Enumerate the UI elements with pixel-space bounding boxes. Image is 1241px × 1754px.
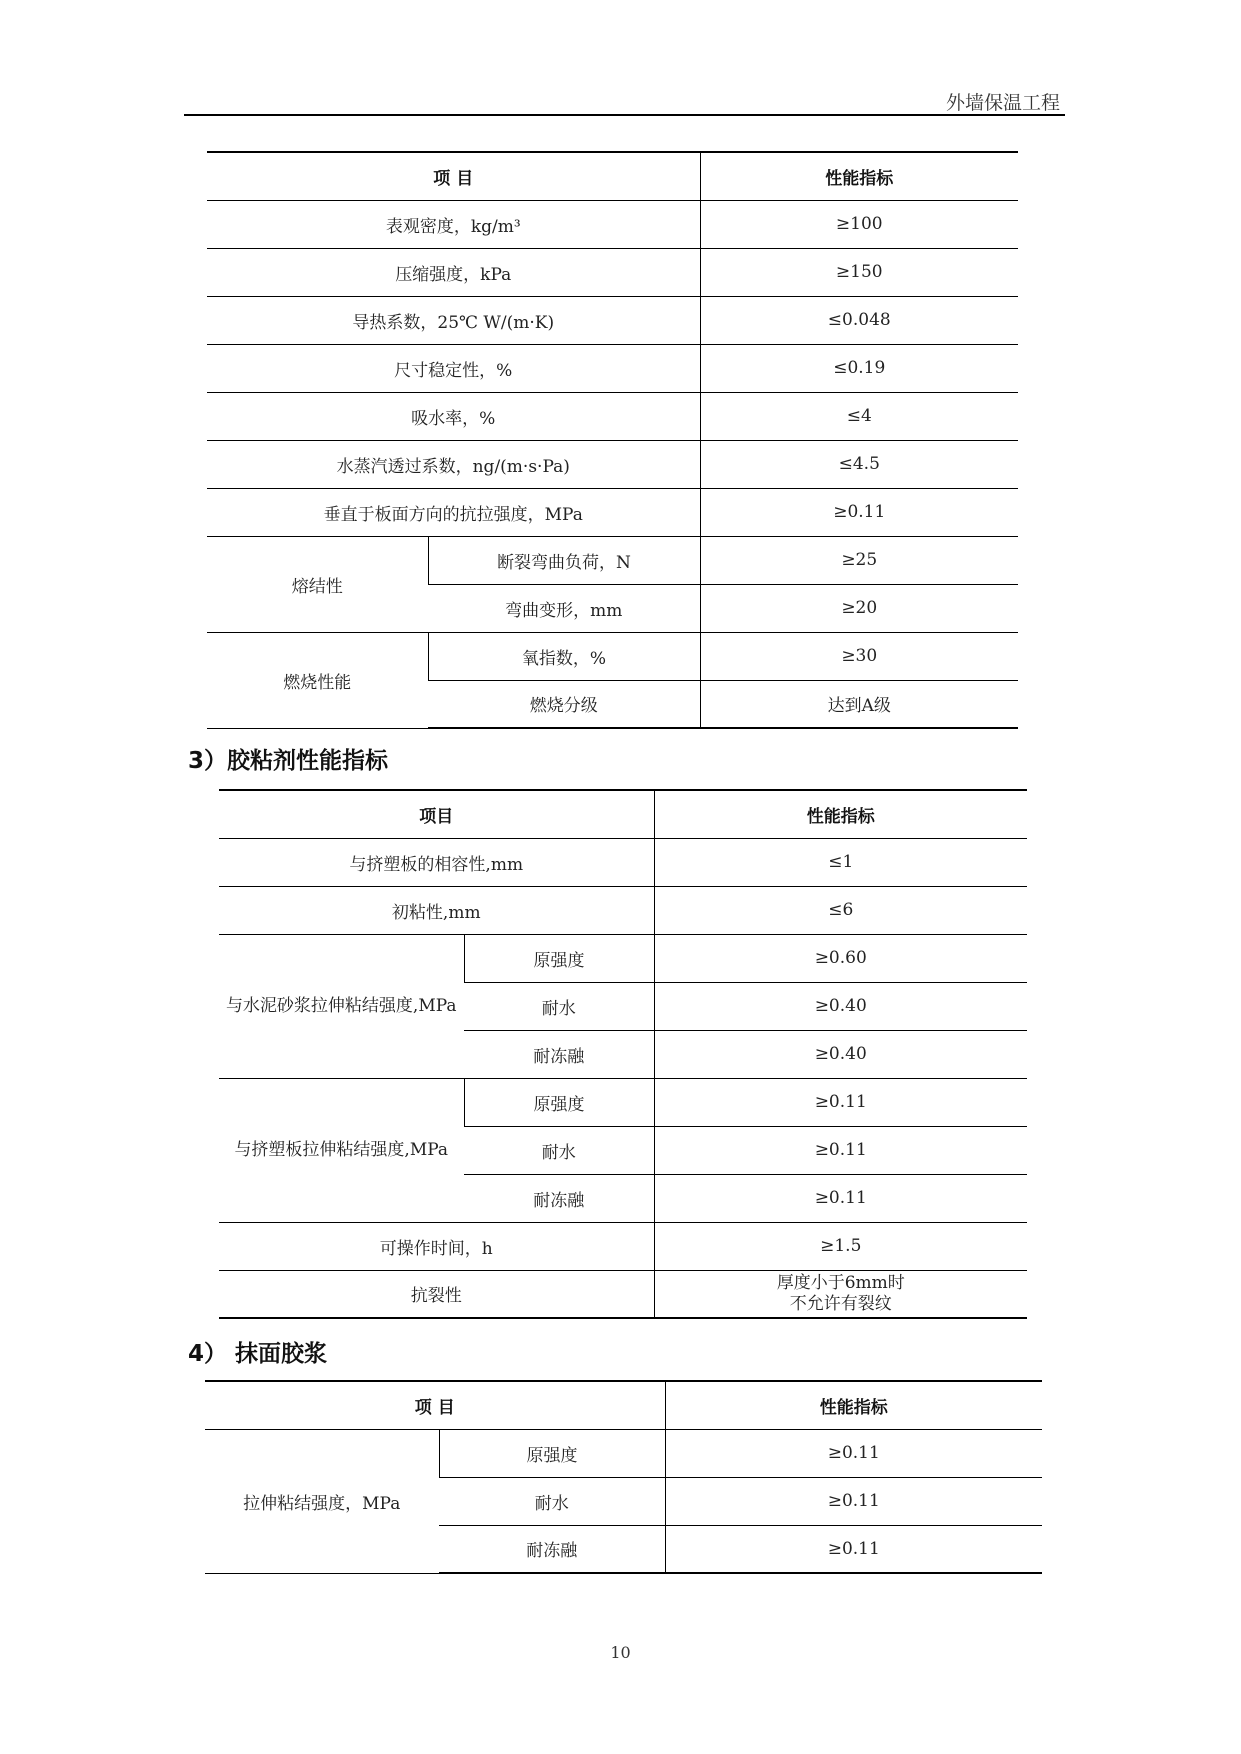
table-row	[219, 1270, 1027, 1318]
row-value: ≤0.19	[700, 344, 1018, 392]
row-label: 可操作时间，h	[219, 1222, 654, 1270]
sub-row-label: 弯曲变形，mm	[428, 584, 700, 632]
row-value: ≥0.60	[654, 934, 1027, 982]
table-row	[219, 838, 1027, 886]
row-value: ≥0.40	[654, 982, 1027, 1030]
sub-row-label: 原强度	[439, 1429, 665, 1477]
row-label: 水蒸汽透过系数，ng/(m·s·Pa)	[207, 440, 700, 488]
row-value: ≥0.40	[654, 1030, 1027, 1078]
table-header-row	[205, 1381, 1042, 1429]
sub-row-label: 断裂弯曲负荷，N	[428, 536, 700, 584]
section-heading: 3）胶粘剂性能指标	[188, 748, 389, 774]
running-header-title: 外墙保温工程	[945, 92, 1060, 114]
sub-row-label: 原强度	[464, 1078, 654, 1126]
group-label: 拉伸粘结强度，MPa	[205, 1429, 439, 1573]
row-value: 达到A级	[700, 680, 1018, 728]
row-label: 抗裂性	[219, 1270, 654, 1318]
sub-row-label: 耐冻融	[439, 1525, 665, 1573]
row-value: ≥0.11	[700, 488, 1018, 536]
table-row	[207, 344, 1018, 392]
value-line: 厚度小于6mm时	[776, 1272, 905, 1293]
table-row	[219, 1222, 1027, 1270]
row-label: 导热系数，25℃ W/(m·K)	[207, 296, 700, 344]
performance-table-3	[205, 1380, 1042, 1574]
performance-table-2	[219, 789, 1027, 1319]
page-number: 10	[610, 1643, 631, 1662]
table-row	[219, 934, 1027, 982]
row-value: ≥1.5	[654, 1222, 1027, 1270]
header-cell-item: 项 目	[205, 1381, 665, 1429]
header-cell-value: 性能指标	[654, 790, 1027, 838]
group-label: 与挤塑板拉伸粘结强度,MPa	[219, 1078, 464, 1222]
value-line: 不允许有裂纹	[789, 1293, 892, 1314]
row-value: ≤4	[700, 392, 1018, 440]
row-value: ≤1	[654, 838, 1027, 886]
row-label: 与挤塑板的相容性,mm	[219, 838, 654, 886]
row-label: 垂直于板面方向的抗拉强度，MPa	[207, 488, 700, 536]
header-rule	[184, 114, 1065, 116]
row-value: ≥0.11	[654, 1174, 1027, 1222]
row-value: ≥0.11	[665, 1525, 1042, 1573]
row-value: ≥100	[700, 200, 1018, 248]
table-row	[207, 488, 1018, 536]
sub-row-label: 氧指数，%	[428, 632, 700, 680]
header-cell-value: 性能指标	[665, 1381, 1042, 1429]
row-value: ≥0.11	[665, 1429, 1042, 1477]
row-label: 尺寸稳定性，%	[207, 344, 700, 392]
table-row	[207, 200, 1018, 248]
sub-row-label: 耐水	[464, 982, 654, 1030]
sub-row-label: 耐水	[464, 1126, 654, 1174]
table-row	[219, 886, 1027, 934]
row-value: ≥0.11	[654, 1078, 1027, 1126]
table-row	[207, 296, 1018, 344]
row-value: ≤4.5	[700, 440, 1018, 488]
row-value: ≤0.048	[700, 296, 1018, 344]
header-cell-item: 项目	[219, 790, 654, 838]
sub-row-label: 耐水	[439, 1477, 665, 1525]
group-label: 与水泥砂浆拉伸粘结强度,MPa	[219, 934, 464, 1078]
row-value: ≥0.11	[654, 1126, 1027, 1174]
row-label: 吸水率，%	[207, 392, 700, 440]
table-header-row	[207, 152, 1018, 200]
table-row	[207, 536, 1018, 584]
row-label: 压缩强度，kPa	[207, 248, 700, 296]
row-value: ≥30	[700, 632, 1018, 680]
table-row	[207, 632, 1018, 680]
row-value: ≤6	[654, 886, 1027, 934]
table-row	[207, 248, 1018, 296]
row-label: 表观密度，kg/m³	[207, 200, 700, 248]
sub-row-label: 耐冻融	[464, 1030, 654, 1078]
row-value: ≥25	[700, 536, 1018, 584]
row-value-multiline	[654, 1270, 1027, 1318]
sub-row-label: 燃烧分级	[428, 680, 700, 728]
table-row	[205, 1429, 1042, 1477]
header-cell-value: 性能指标	[700, 152, 1018, 200]
performance-table-1	[207, 151, 1018, 729]
sub-row-label: 原强度	[464, 934, 654, 982]
group-label: 燃烧性能	[207, 632, 428, 728]
section-heading: 4） 抹面胶浆	[188, 1341, 328, 1367]
row-value: ≥20	[700, 584, 1018, 632]
table-row	[207, 440, 1018, 488]
table-row	[207, 392, 1018, 440]
group-label: 熔结性	[207, 536, 428, 632]
header-cell-item: 项 目	[207, 152, 700, 200]
sub-row-label: 耐冻融	[464, 1174, 654, 1222]
row-label: 初粘性,mm	[219, 886, 654, 934]
table-row	[219, 1078, 1027, 1126]
row-value: ≥0.11	[665, 1477, 1042, 1525]
table-header-row	[219, 790, 1027, 838]
row-value: ≥150	[700, 248, 1018, 296]
